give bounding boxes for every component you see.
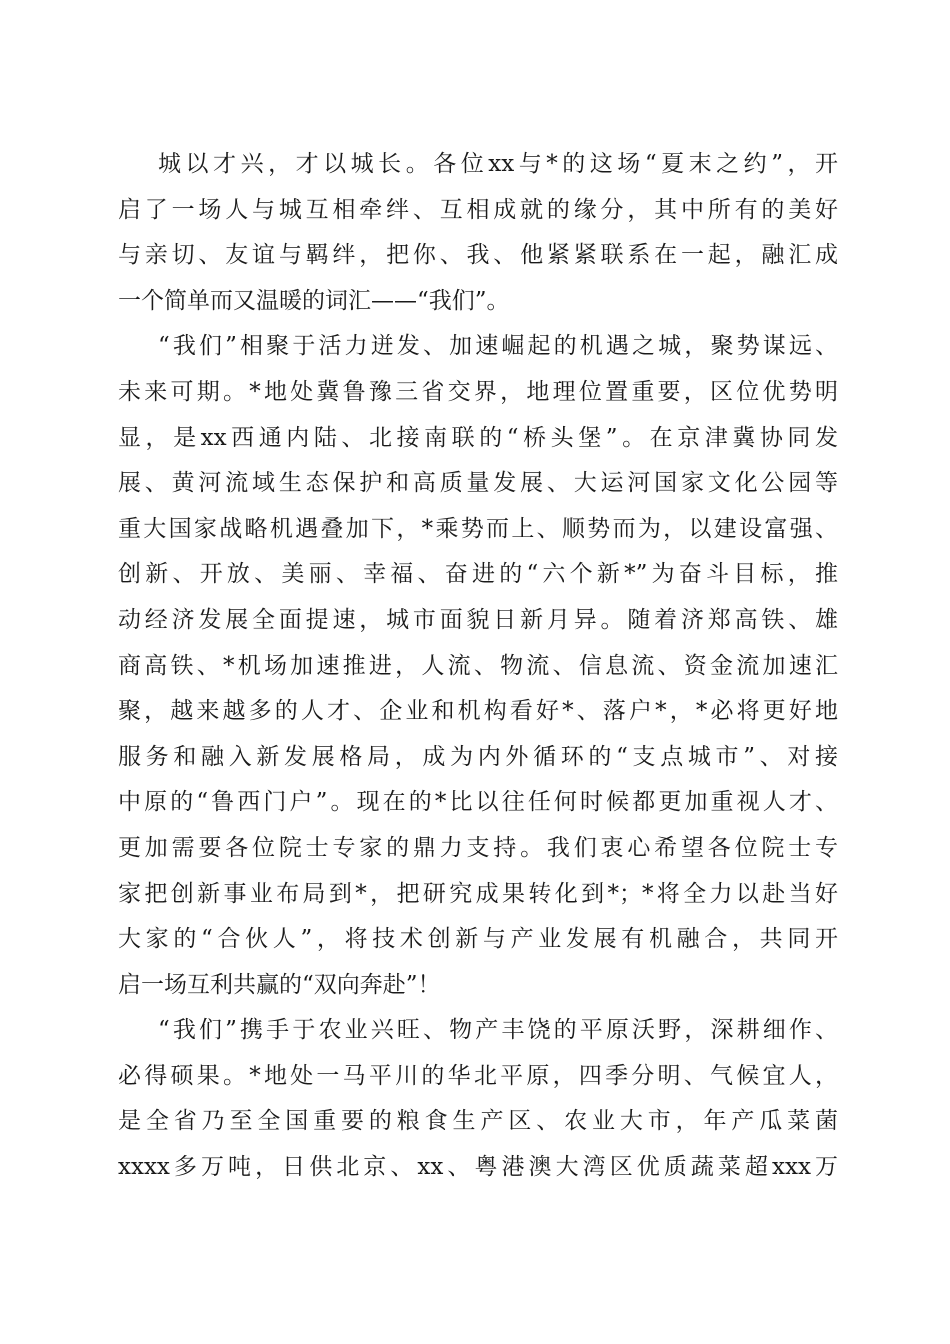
- document-body: [118, 142, 838, 1191]
- text-line: 服务和融入新发展格局，成为内外循环的“支点城市”、对接: [118, 743, 838, 770]
- text-line: 与亲切、友谊与羁绊，把你、我、他紧紧联系在一起，融汇成: [118, 242, 838, 269]
- text-line: 更加需要各位院士专家的鼎力支持。我们衷心希望各位院士专: [118, 834, 838, 861]
- paragraph-2: [118, 324, 838, 1008]
- text-line: “我们”携手于农业兴旺、物产丰饶的平原沃野，深耕细作、: [158, 1017, 838, 1044]
- text-line: 是全省乃至全国重要的粮食生产区、农业大市，年产瓜菜菌: [118, 1108, 838, 1135]
- text-line: 重大国家战略机遇叠加下，*乘势而上、顺势而为，以建设富强、: [118, 515, 838, 542]
- text-line: 未来可期。*地处冀鲁豫三省交界，地理位置重要，区位优势明: [118, 378, 838, 405]
- text-line: 必得硕果。*地处一马平川的华北平原，四季分明、气候宜人，: [118, 1062, 838, 1089]
- text-line: 商高铁、*机场加速推进，人流、物流、信息流、资金流加速汇: [118, 652, 838, 679]
- text-line: 动经济发展全面提速，城市面貌日新月异。随着济郑高铁、雄: [118, 606, 838, 633]
- text-line: 启一场互利共赢的“双向奔赴”！: [118, 971, 441, 998]
- text-line: 一个简单而又温暖的词汇——“我们”。: [118, 287, 510, 314]
- paragraph-1: [118, 142, 838, 324]
- text-line: 大家的“合伙人”，将技术创新与产业发展有机融合，共同开: [118, 926, 838, 953]
- text-line: 显，是xx西通内陆、北接南联的“桥头堡”。在京津冀协同发: [118, 424, 838, 451]
- text-line: 家把创新事业布局到*，把研究成果转化到*；*将全力以赴当好: [118, 880, 838, 907]
- text-line: 聚，越来越多的人才、企业和机构看好*、落户*，*必将更好地: [118, 698, 838, 725]
- text-line: 启了一场人与城互相牵绊、互相成就的缘分，其中所有的美好: [118, 196, 838, 223]
- paragraph-3: [118, 1008, 838, 1190]
- text-line: 城以才兴，才以城长。各位xx与*的这场“夏末之约”，开: [158, 151, 838, 177]
- text-line: “我们”相聚于活力迸发、加速崛起的机遇之城，聚势谋远、: [158, 333, 838, 360]
- text-line: xxxx多万吨，日供北京、xx、粤港澳大湾区优质蔬菜超xxx万: [118, 1154, 838, 1181]
- text-line: 中原的“鲁西门户”。现在的*比以往任何时候都更加重视人才、: [118, 789, 838, 816]
- text-line: 创新、开放、美丽、幸福、奋进的“六个新*”为奋斗目标，推: [118, 561, 838, 588]
- text-line: 展、黄河流域生态保护和高质量发展、大运河国家文化公园等: [118, 470, 838, 497]
